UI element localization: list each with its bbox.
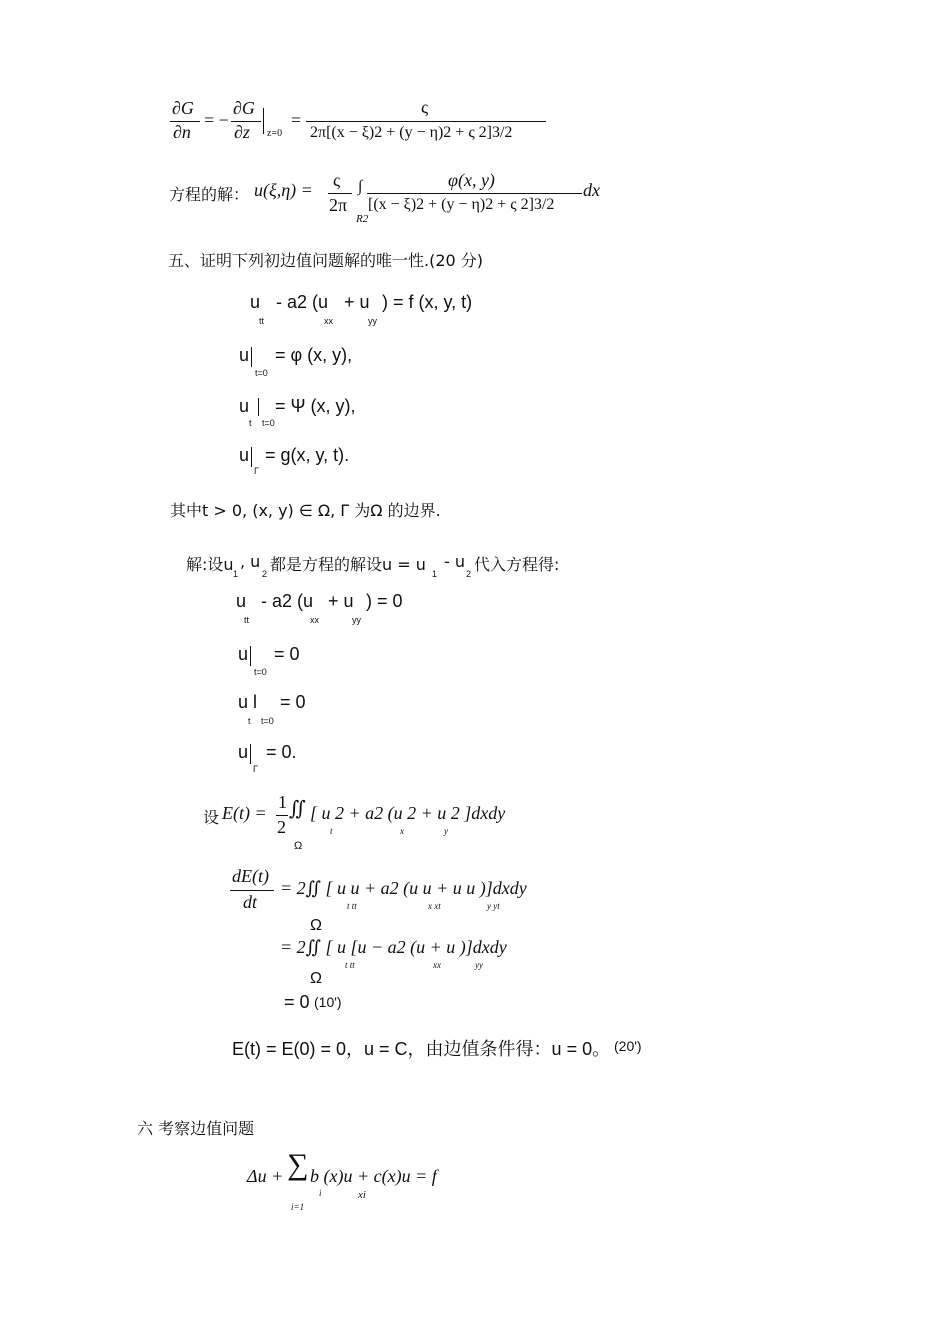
h2-sub: t=0	[254, 667, 267, 677]
h1-sub-xx: xx	[310, 615, 319, 625]
energy-sub-t: t	[330, 826, 333, 836]
integral-sign: ∫	[358, 178, 363, 195]
p6-body: b (x)u + c(x)u = f	[310, 1166, 437, 1186]
intro-e: 代入方程得:	[474, 555, 560, 574]
line3-score: (10')	[314, 994, 342, 1010]
h1-plus: + u	[328, 591, 354, 611]
evaluation-bar	[251, 447, 252, 467]
deriv-subs2: x xt	[428, 901, 441, 911]
h1-rhs: ) = 0	[366, 591, 403, 611]
h3-sub-cond: t=0	[261, 716, 274, 726]
eq3-rhs: = Ψ (x, y),	[275, 396, 356, 416]
eq2-rhs: = φ (x, y),	[275, 345, 353, 365]
problem6-title: 六 考察边值问题	[137, 1119, 255, 1138]
eq2-u: u	[239, 345, 250, 365]
dG-numerator: ∂G	[172, 98, 194, 118]
h2-rhs: = 0	[274, 644, 300, 664]
intro-b: , u	[240, 552, 261, 571]
h1-sub-yy: yy	[352, 615, 361, 625]
conclusion-score: (20')	[614, 1038, 642, 1054]
h3-sub-t: t	[248, 716, 251, 726]
line2-subs1: t tt	[345, 960, 355, 970]
h3-u: u l	[238, 692, 258, 712]
line2: = 2∬ [ u [u − a2 (u + u )]dxdy	[280, 937, 507, 957]
eq3-u: u	[239, 396, 250, 416]
h1-mid: - a2 (u	[261, 591, 314, 611]
line2-subs3: yy	[475, 960, 483, 970]
intro-sub4: 2	[466, 569, 472, 579]
energy-lhs: E(t) =	[222, 803, 267, 823]
equals-minus: = −	[204, 110, 229, 130]
omega-1: Ω	[310, 917, 322, 934]
conclusion: E(t) = E(0) = 0，u = C，由边值条件得：u = 0。	[232, 1039, 611, 1059]
energy-sub-y: y	[444, 826, 448, 836]
intro-sub2: 2	[262, 569, 268, 579]
evaluation-bar	[250, 744, 251, 764]
energy-omega: Ω	[294, 840, 303, 852]
deriv-subs3: y yt	[487, 901, 500, 911]
sum-index: i=1	[291, 1202, 305, 1212]
h1-u: u	[236, 591, 247, 611]
fraction-bar	[276, 815, 288, 816]
deriv-denominator: dt	[243, 892, 258, 912]
h1-sub-tt: tt	[244, 615, 250, 625]
eq1-mid: - a2 (u	[276, 292, 329, 312]
eq3-sub-cond: t=0	[262, 418, 275, 428]
integral-domain: R2	[356, 213, 369, 225]
deriv-rhs: = 2∬ [ u u + a2 (u u + u u )]dxdy	[280, 878, 527, 898]
deriv-numerator: dE(t)	[232, 866, 269, 886]
eq1-u: u	[250, 292, 261, 312]
double-integral: ∬	[289, 798, 307, 820]
energy-sub-x: x	[400, 826, 404, 836]
line3: = 0	[284, 992, 310, 1012]
line2-subs2: xx	[433, 960, 441, 970]
deriv-subs1: t tt	[347, 901, 357, 911]
dz-denominator: ∂z	[234, 122, 250, 142]
energy-body: [ u 2 + a2 (u 2 + u 2 ]dxdy	[310, 803, 506, 823]
solution-label: 方程的解：	[169, 185, 250, 204]
eq2-sub: t=0	[255, 368, 268, 378]
eq1-rhs: ) = f (x, y, t)	[382, 292, 473, 312]
fraction-bar	[306, 121, 546, 122]
eq1-sub-xx: xx	[324, 316, 333, 326]
sigma-sum: ∑	[287, 1148, 309, 1181]
evaluation-bar	[263, 108, 264, 134]
h4-u: u	[238, 742, 249, 762]
phi-numerator: φ(x, y)	[448, 170, 495, 190]
frac-denominator: 2π	[329, 195, 348, 215]
numerator-sigma: ς	[421, 97, 429, 117]
solution-lhs: u(ξ,η) =	[254, 180, 313, 200]
h4-rhs: = 0.	[266, 742, 297, 762]
equals: =	[291, 110, 302, 130]
half-numerator: 1	[278, 792, 287, 812]
intro-a: 解:设u	[186, 555, 234, 574]
dx: dx	[583, 180, 600, 200]
intro-sub3: 1	[432, 569, 438, 579]
dn-denominator: ∂n	[173, 122, 191, 142]
fraction-bar	[367, 193, 582, 194]
h3-rhs: = 0	[280, 692, 306, 712]
omega-2: Ω	[310, 970, 322, 987]
p6-lhs: Δu +	[247, 1166, 284, 1186]
intro-c: 都是方程的解设u = u	[270, 555, 426, 574]
p6-sub-xi: xi	[358, 1189, 366, 1201]
h2-u: u	[238, 644, 249, 664]
eq3-sub-t: t	[249, 418, 252, 428]
evaluation-bar	[258, 398, 259, 416]
intro-d: - u	[444, 552, 465, 571]
evaluation-bar	[250, 646, 251, 666]
eq1-sub-yy: yy	[368, 316, 377, 326]
problem5-title: 五、证明下列初边值问题解的唯一性.(20 分)	[168, 251, 484, 270]
eq4-rhs: = g(x, y, t).	[265, 445, 350, 465]
intro-sub1: 1	[233, 569, 239, 579]
energy-label: 设	[203, 808, 220, 827]
evaluation-bar	[251, 347, 252, 367]
p6-sub-i: i	[319, 1188, 322, 1198]
evaluation-condition: z=0	[267, 128, 283, 139]
half-denominator: 2	[277, 817, 286, 837]
denominator: 2π[(x − ξ)2 + (y − η)2 + ς 2]3/2	[310, 124, 513, 141]
frac-numerator: ς	[333, 170, 341, 190]
fraction-bar	[230, 890, 274, 891]
dG-numerator-2: ∂G	[233, 98, 255, 118]
problem5-note: 其中t > 0, (x, y) ∈ Ω, Γ 为Ω 的边界.	[170, 501, 441, 520]
fraction-bar	[328, 193, 352, 194]
h4-sub: Γ	[253, 764, 258, 774]
phi-denominator: [(x − ξ)2 + (y − η)2 + ς 2]3/2	[368, 196, 555, 213]
eq1-plus: + u	[344, 292, 370, 312]
eq1-sub-tt: tt	[259, 316, 265, 326]
eq4-u: u	[239, 445, 250, 465]
eq4-sub: Γ	[254, 466, 259, 476]
